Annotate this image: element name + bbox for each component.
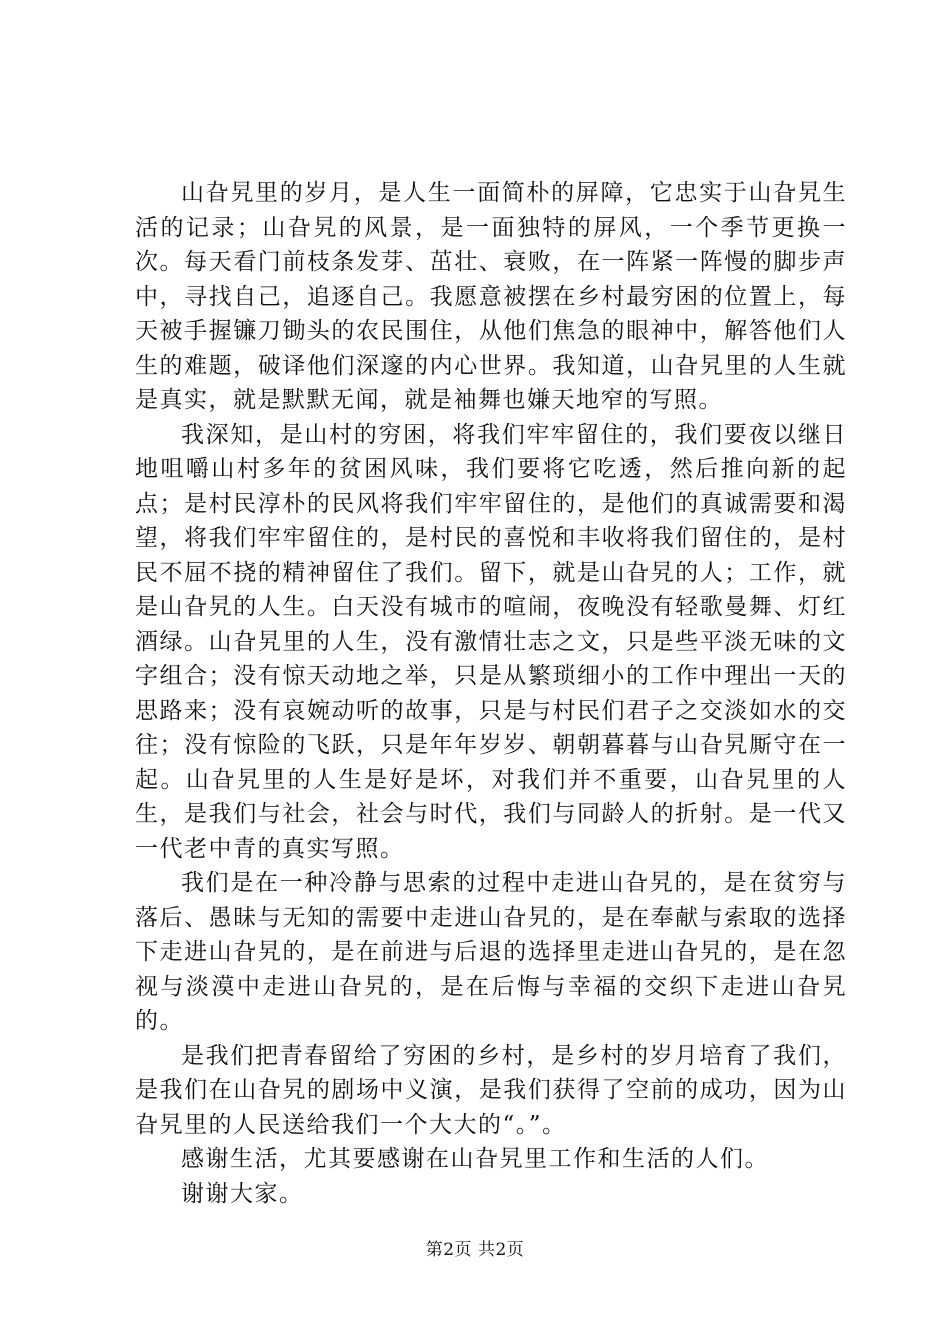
- paragraph-4: 是我们把青春留给了穷困的乡村，是乡村的岁月培育了我们，是我们在山旮旯的剧场中义演，是我们获得了空前的成功，因为山旮旯里的人民送给我们一个大大的“。”。: [135, 1042, 847, 1138]
- paragraph-2: 我深知，是山村的穷困，将我们牢牢留住的，我们要夜以继日地咀嚼山村多年的贫困风味，我们要将它吃透，然后推向新的起点；是村民淳朴的民风将我们牢牢留住的，是他们的真诚需要和渴望，将我们牢牢留住的，是村民的喜悦和丰收将我们留住的，是村民不屈不挠的精神留住了我们。留下，就是山旮旯的人；工作，就是山旮旯的人生。白天没有城市的喧闹，夜晚没有轻歌曼舞、灯红酒绿。山旮旯里的人生，没有激情壮志之文，只是些平淡无味的文字组合；没有惊天动地之举，只是从繁琐细小的工作中理出一天的思路来；没有哀婉动听的故事，只是与村民们君子之交淡如水的交往；没有惊险的飞跃，只是年年岁岁、朝朝暮暮与山旮旯厮守在一起。山旮旯里的人生是好是坏，对我们并不重要，山旮旯里的人生，是我们与社会，社会与时代，我们与同龄人的折射。是一代又一代老中青的真实写照。: [135, 421, 847, 862]
- paragraph-1: 山旮旯里的岁月，是人生一面简朴的屏障，它忠实于山旮旯生活的记录；山旮旯的风景，是一面独特的屏风，一个季节更换一次。每天看门前枝条发芽、茁壮、衰败，在一阵紧一阵慢的脚步声中，寻找自己，追逐自己。我愿意被摆在乡村最穷困的位置上，每天被手握镰刀锄头的农民围住，从他们焦急的眼神中，解答他们人生的难题，破译他们深邃的内心世界。我知道，山旮旯里的人生就是真实，就是默默无闻，就是袖舞也嫌天地窄的写照。: [135, 180, 847, 413]
- document-body: [135, 176, 847, 1211]
- paragraph-5: 感谢生活，尤其要感谢在山旮旯里工作和生活的人们。: [181, 1146, 769, 1172]
- paragraph-3: 我们是在一种冷静与思索的过程中走进山旮旯的，是在贫穷与落后、愚昧与无知的需要中走进山旮旯的，是在奉献与索取的选择下走进山旮旯的，是在前进与后退的选择里走进山旮旯的，是在忽视与淡漠中走进山旮旯的，是在后悔与幸福的交织下走进山旮旯的。: [135, 870, 847, 1034]
- page-number-footer: 第2页 共2页: [425, 1240, 525, 1260]
- paragraph-6: 谢谢大家。: [181, 1180, 304, 1207]
